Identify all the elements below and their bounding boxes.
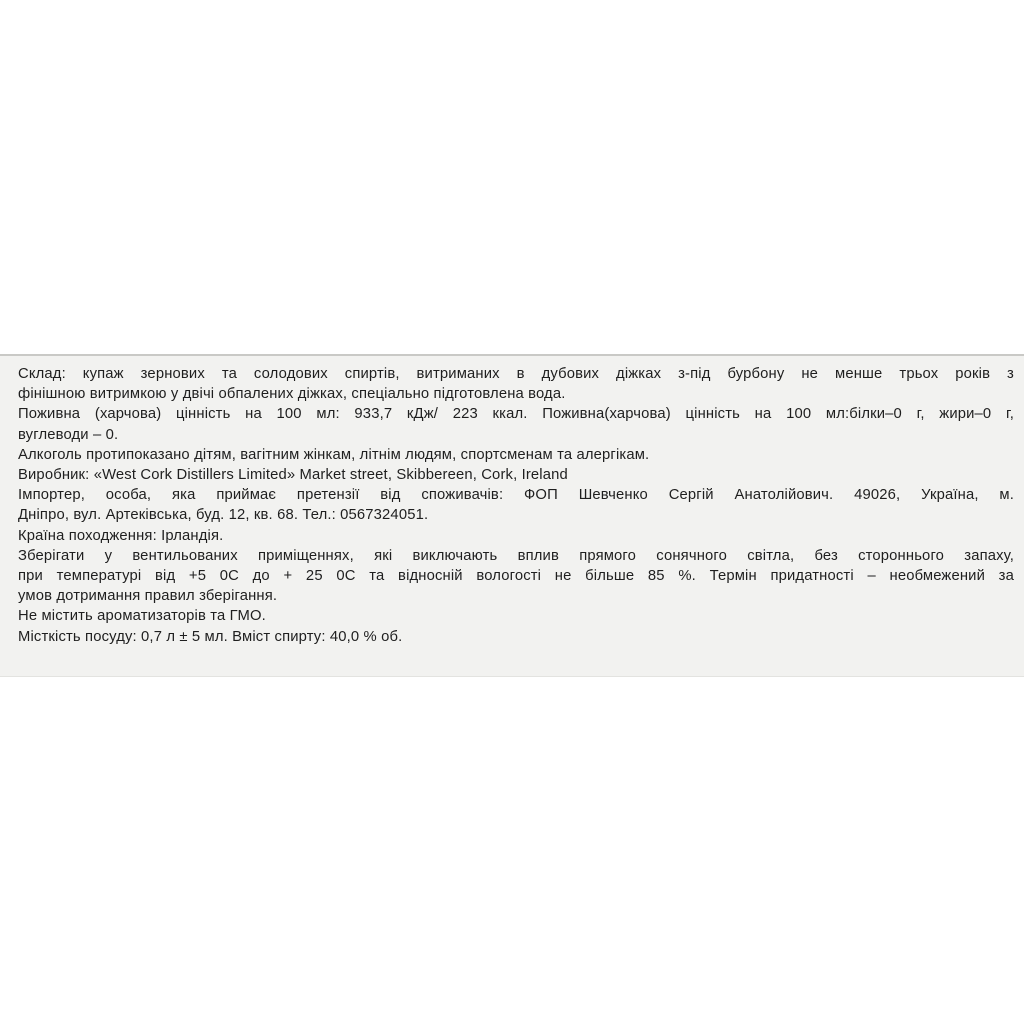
nutrition-line-1: Поживна (харчова) цінність на 100 мл: 933,7 кДж/ 223 ккал. Поживна(харчова) цінність на 100 мл:білки–0 г, жири–0 г, — [18, 406, 1014, 423]
label-text-block — [18, 364, 1014, 647]
nutrition-line-2: вуглеводи – 0. — [18, 426, 119, 443]
composition-line-1: Склад: купаж зернових та солодових спиртів, витриманих в дубових діжках з-під бурбону не менше трьох років з — [18, 366, 1014, 382]
storage-line-3: умов дотримання правил зберігання. — [18, 588, 278, 605]
manufacturer-line: Виробник: «West Cork Distillers Limited» Market street, Skibbereen, Cork, Ireland — [18, 467, 568, 484]
volume-abv-line: Місткість посуду: 0,7 л ± 5 мл. Вміст спирту: 40,0 % об. — [18, 628, 403, 645]
no-additives-line: Не містить ароматизаторів та ГМО. — [18, 608, 266, 625]
country-of-origin-line: Країна походження: Ірландія. — [18, 527, 224, 544]
storage-line-1: Зберігати у вентильованих приміщеннях, які виключають вплив прямого сонячного світла, без стороннього запаху, — [18, 547, 1014, 564]
importer-line-1: Імпортер, особа, яка приймає претензії від споживачів: ФОП Шевченко Сергій Анатолійович. 49026, Україна, м. — [18, 487, 1014, 504]
warning-line: Алкоголь протипоказано дітям, вагітним жінкам, літнім людям, спортсменам та алергікам. — [18, 446, 650, 463]
composition-line-2: фінішною витримкою у двічі обпалених діжках, спеціально підготовлена вода. — [18, 386, 566, 403]
importer-line-2: Дніпро, вул. Артеківська, буд. 12, кв. 68. Тел.: 0567324051. — [18, 507, 429, 524]
storage-line-2: при температурі від +5 0С до + 25 0С та відносній вологості не більше 85 %. Термін придатності – необмежений за — [18, 568, 1014, 585]
label-strip — [0, 354, 1024, 677]
